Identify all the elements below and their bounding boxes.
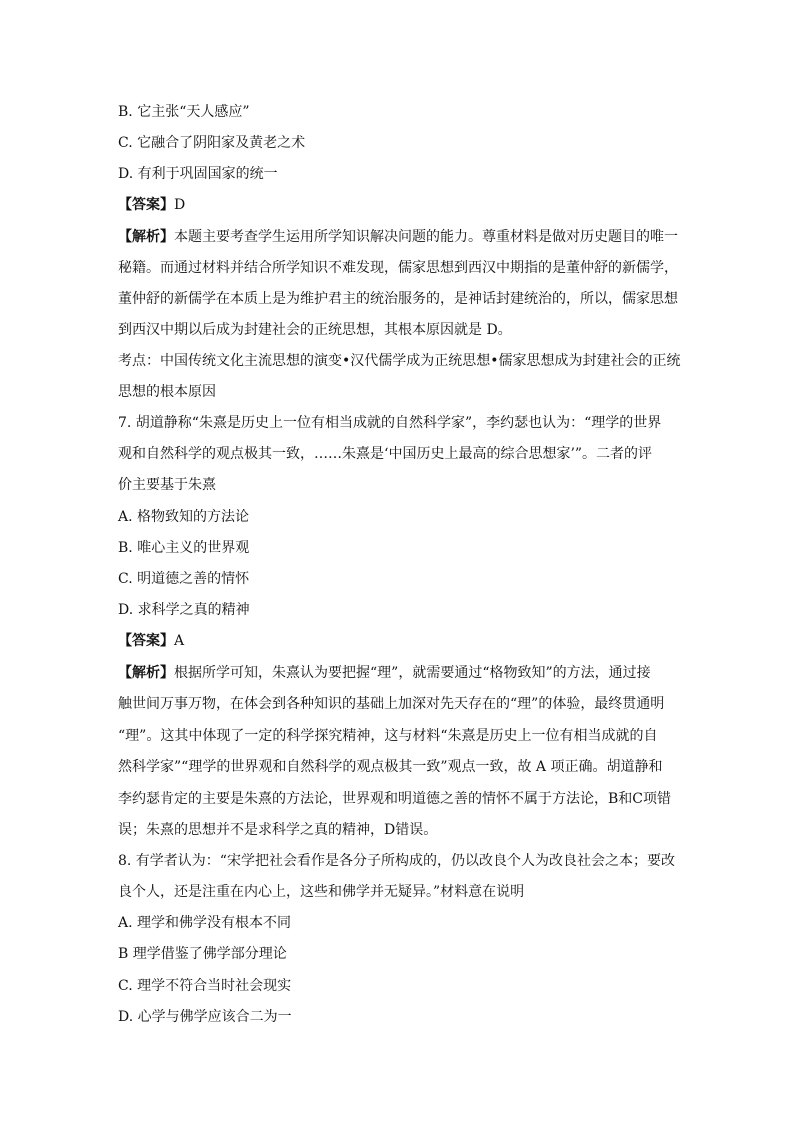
q7-answer-label: 【答案】 <box>118 633 174 649</box>
q6-answer-label: 【答案】 <box>118 197 174 213</box>
q8-option-c: C. 理学不符合当时社会现实 <box>118 978 292 994</box>
q6-analysis-line-3: 董仲舒的新儒学在本质上是为维护君主的统治服务的，是神话封建统治的，所以，儒家思想 <box>118 291 678 307</box>
q6-option-c: C. 它融合了阴阳家及黄老之术 <box>118 135 306 151</box>
q8-stem-line-2: 良个人，还是注重在内心上，这些和佛学并无疑异。”材料意在说明 <box>118 884 525 900</box>
q7-answer <box>118 631 678 651</box>
q6-analysis-text-1: 本题主要考查学生运用所学知识解决问题的能力。尊重材料是做对历史题目的唯一 <box>174 229 678 245</box>
q7-option-b: B. 唯心主义的世界观 <box>118 540 250 556</box>
q6-answer-value: D <box>174 197 186 213</box>
q7-analysis-line-6: 误；朱熹的思想并不是求科学之真的精神，D错误。 <box>118 822 438 838</box>
q7-option-d: D. 求科学之真的精神 <box>118 602 250 618</box>
q7-stem-line-2: 观和自然科学的观点极其一致，……朱熹是‘中国历史上最高的综合思想家’”。二者的评 <box>118 446 653 462</box>
q6-kaodian-line-2: 思想的根本原因 <box>118 384 216 400</box>
q7-answer-value: A <box>174 633 185 649</box>
q6-answer <box>118 195 678 215</box>
q7-option-a: A. 格物致知的方法论 <box>118 509 250 525</box>
q7-analysis-text-1: 根据所学可知，朱熹认为要把握“理”，就需要通过“格物致知”的方法，通过接 <box>174 665 651 681</box>
q7-analysis-line-2: 触世间万事万物，在体会到各种知识的基础上加深对先天存在的“理”的体验，最终贯通明 <box>118 696 665 712</box>
q8-stem-line-1: 8. 有学者认为：“宋学把社会看作是各分子所构成的，仍以改良个人为改良社会之本；要改 <box>118 853 675 869</box>
q7-analysis-line-1 <box>118 663 678 683</box>
q8-option-d: D. 心学与佛学应该合二为一 <box>118 1009 292 1025</box>
q7-analysis-label: 【解析】 <box>118 665 174 681</box>
q6-option-b: B. 它主张“天人感应” <box>118 104 250 120</box>
q6-kaodian-line-1: 考点：中国传统文化主流思想的演变•汉代儒学成为正统思想•儒家思想成为封建社会的正统 <box>118 353 681 369</box>
q6-analysis-line-2: 秘籍。而通过材料并结合所学知识不难发现，儒家思想到西汉中期指的是董仲舒的新儒学， <box>118 260 678 276</box>
q7-analysis-line-5: 李约瑟肯定的主要是朱熹的方法论，世界观和明道德之善的情怀不属于方法论，B和C项错 <box>118 791 671 807</box>
q6-analysis-label: 【解析】 <box>118 229 174 245</box>
q7-stem-line-3: 价主要基于朱熹 <box>118 477 216 493</box>
q7-option-c: C. 明道德之善的情怀 <box>118 571 250 587</box>
q6-option-d: D. 有利于巩固国家的统一 <box>118 166 278 182</box>
q8-option-a: A. 理学和佛学没有根本不同 <box>118 915 292 931</box>
q7-stem-line-1: 7. 胡道静称“朱熹是历史上一位有相当成就的自然科学家”，李约瑟也认为：“理学的世界 <box>118 415 662 431</box>
q6-analysis-line-4: 到西汉中期以后成为封建社会的正统思想，其根本原因就是 D。 <box>118 322 512 338</box>
q7-analysis-line-4: 然科学家”“理学的世界观和自然科学的观点极其一致”观点一致，故 A 项正确。胡道静和 <box>118 759 663 775</box>
q7-analysis-line-3: “理”。这其中体现了一定的科学探究精神，这与材料“朱熹是历史上一位有相当成就的自 <box>118 728 658 744</box>
q8-option-b: B 理学借鉴了佛学部分理论 <box>118 946 287 962</box>
q6-analysis-line-1 <box>118 227 678 247</box>
